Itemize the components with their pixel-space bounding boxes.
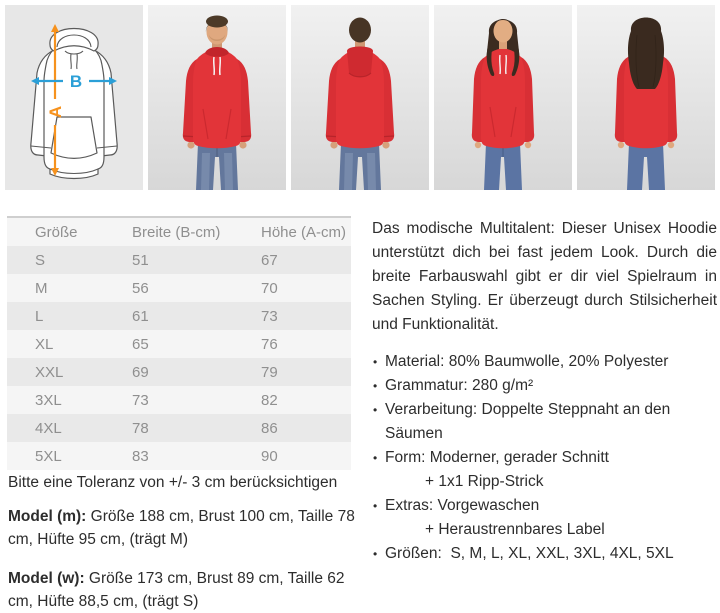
feature-text: Extras: Vorgewaschen: [385, 497, 540, 514]
feature-text: Größen: S, M, L, XL, XXL, 3XL, 4XL, 5XL: [385, 545, 674, 562]
female-back-illustration: [577, 5, 715, 190]
size-cell: XXL: [35, 363, 64, 381]
size-column-header: Größe: [35, 223, 78, 241]
size-cell: 78: [132, 419, 149, 437]
feature-item: [372, 542, 717, 566]
size-row: [7, 386, 351, 414]
model-w-label: Model (w):: [8, 570, 85, 587]
description-paragraph: Das modische Multitalent: Dieser Unisex Hoodie unterstützt dich bei fast jedem Look. Durch die breite Farbauswahl gibt er dir viel Spielraum in Sachen Styling. Er überzeugt durch Stilsicherheit und Funktionalität.: [372, 220, 717, 333]
size-cell: 65: [132, 335, 149, 353]
size-cell: 76: [261, 335, 278, 353]
size-row: [7, 246, 351, 274]
size-cell: 82: [261, 391, 278, 409]
model-w-text: Größe 173 cm, Brust 89 cm, Taille 62 cm, Hüfte 88,5 cm, (trägt S): [8, 570, 345, 610]
tolerance-note: Bitte eine Toleranz von +/- 3 cm berücksichtigen: [8, 474, 338, 491]
feature-subtext: + 1x1 Ripp-Strick: [425, 473, 544, 490]
size-cell: 73: [261, 307, 278, 325]
feature-item: [372, 350, 717, 374]
model-m-text: Größe 188 cm, Brust 100 cm, Taille 78 cm, Hüfte 95 cm, (trägt M): [8, 508, 355, 548]
female-model-front-photo: [434, 5, 572, 190]
size-table: [7, 216, 351, 470]
feature-list: [372, 350, 717, 566]
female-model-back-photo: [577, 5, 715, 190]
size-cell: 86: [261, 419, 278, 437]
model-w-info: [8, 567, 364, 613]
feature-item: [372, 398, 717, 446]
feature-text: Grammatur: 280 g/m²: [385, 377, 534, 394]
hoodie-diagram-drawing: [5, 5, 143, 190]
size-cell: 4XL: [35, 419, 62, 437]
feature-subtext: + Heraustrennbares Label: [425, 521, 605, 538]
male-model-front-photo: [148, 5, 286, 190]
feature-text: Verarbeitung: Doppelte Steppnaht an den Säumen: [385, 401, 671, 442]
hoodie-measurement-diagram: [5, 5, 143, 190]
size-row: [7, 442, 351, 470]
size-cell: L: [35, 307, 44, 325]
size-row: [7, 274, 351, 302]
size-cell: 56: [132, 279, 149, 297]
model-m-label: Model (m):: [8, 508, 87, 525]
size-cell: 83: [132, 447, 149, 465]
size-row: [7, 302, 351, 330]
model-m-info: [8, 505, 364, 551]
size-cell: 69: [132, 363, 149, 381]
size-table-header-row: [7, 217, 351, 246]
size-row: [7, 414, 351, 442]
size-cell: XL: [35, 335, 54, 353]
male-back-illustration: [291, 5, 429, 190]
size-cell: 5XL: [35, 447, 62, 465]
size-cell: 70: [261, 279, 278, 297]
female-front-illustration: [434, 5, 572, 190]
size-row: [7, 358, 351, 386]
male-model-back-photo: [291, 5, 429, 190]
size-column-header: Höhe (A-cm): [261, 223, 347, 241]
size-cell: 3XL: [35, 391, 62, 409]
size-cell: S: [35, 251, 46, 269]
size-cell: 67: [261, 251, 278, 269]
size-cell: 79: [261, 363, 278, 381]
size-cell: 51: [132, 251, 149, 269]
feature-item: [372, 446, 717, 494]
size-cell: 61: [132, 307, 149, 325]
male-front-illustration: [148, 5, 286, 190]
measure-label-b: B: [69, 72, 83, 91]
measure-label-a: A: [46, 105, 65, 119]
feature-text: Material: 80% Baumwolle, 20% Polyester: [385, 353, 669, 370]
product-photo-strip: [5, 5, 715, 190]
size-cell: 73: [132, 391, 149, 409]
size-column-header: Breite (B-cm): [132, 223, 221, 241]
feature-item: [372, 374, 717, 398]
size-cell: 90: [261, 447, 278, 465]
feature-item: [372, 494, 717, 542]
product-description: [372, 217, 717, 566]
size-cell: M: [35, 279, 48, 297]
size-row: [7, 330, 351, 358]
feature-text: Form: Moderner, gerader Schnitt: [385, 449, 609, 466]
